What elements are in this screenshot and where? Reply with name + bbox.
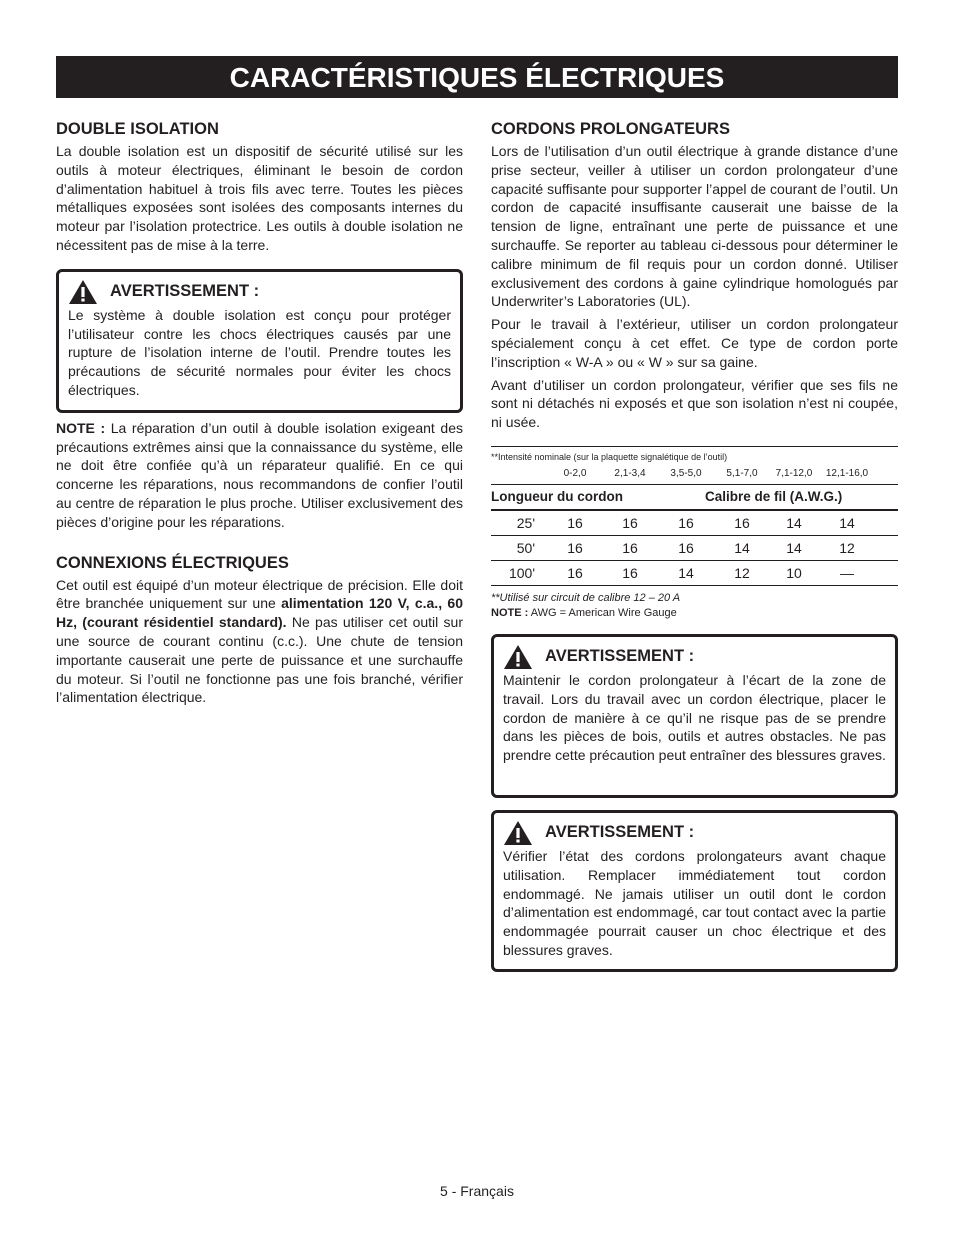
warning-header-3: [503, 821, 886, 845]
cell-length: 50': [516, 539, 535, 556]
cell-gauge: 14: [839, 514, 855, 531]
warning-body-2: Maintenir le cordon prolongateur à l’écart de la zone de travail. Lors du travail avec un cordon électrique, placer le cordon de manière à ce qu’il ne risque pas de se prendre dans les pièces de bois, outils et autres obstacles. Ne pas prendre cette précaution peut entraîner des blessures graves.: [503, 671, 886, 764]
table-header-row: [491, 485, 898, 511]
table-footnotes: [491, 591, 898, 621]
cell-gauge: —: [840, 564, 854, 581]
warning-box-2: [491, 634, 898, 798]
cordons-p1: Lors de l’utilisation d’un outil électrique à grande distance d’une prise secteur, veiller à utiliser un cordon prolongateur d’une capacité suffisante pour supporter l’appel de courant de l’outil. Un cordon de capacité insuffisante causerait une baisse de la tension de ligne, entraînant une perte de puissance et une surchauffe. Se reporter au tableau ci-dessous pour déterminer le calibre minimum de fil requis pour un cordon donné. Utiliser exclusivement des cordons à gaine cylindrique homologués par Underwriter’s Laboratories (UL).: [491, 143, 898, 310]
table-foot-note-label: NOTE :: [491, 606, 529, 619]
cell-gauge: 16: [622, 539, 638, 556]
connexions-heading: CONNEXIONS ÉLECTRIQUES: [56, 553, 289, 572]
amps-row: [491, 464, 898, 485]
cell-gauge: 12: [839, 539, 855, 556]
amp-cell: 7,1-12,0: [775, 468, 813, 480]
cell-gauge: 14: [786, 514, 802, 531]
warning-header-1: [68, 280, 451, 304]
warning-triangle-icon: [68, 279, 98, 305]
cell-length: 25': [516, 514, 535, 531]
cell-gauge: 16: [567, 539, 583, 556]
amp-cell: 3,5-5,0: [670, 468, 702, 480]
header-length: Longueur du cordon: [491, 489, 623, 505]
cell-gauge: 16: [622, 564, 638, 581]
cell-gauge: 16: [622, 514, 638, 531]
cell-gauge: 16: [567, 564, 583, 581]
cell-gauge: 14: [786, 539, 802, 556]
table-row: [491, 561, 898, 586]
cell-gauge: 16: [678, 539, 694, 556]
note-body: La réparation d’un outil à double isolation exigeant des précautions extrêmes ainsi que la connaissance du système, elle ne doit être confiée qu’à un réparateur qualifié. En ce qui concerne les réparations, nous recommandons de confier l’outil au centre de réparation le plus proche. Utiliser exclusivement des pièces d’origine pour les réparations.: [56, 419, 463, 530]
warning-label-3: AVERTISSEMENT :: [545, 823, 695, 842]
double-isolation-heading: DOUBLE ISOLATION: [56, 120, 219, 138]
table-foot-italic: **Utilisé sur circuit de calibre 12 – 20 A: [491, 591, 681, 604]
amp-cell: 0-2,0: [563, 468, 587, 480]
table-top-note: **Intensité nominale (sur la plaquette signalétique de l’outil): [491, 451, 728, 462]
warning-body-3: Vérifier l’état des cordons prolongateurs avant chaque utilisation. Remplacer immédiatement tout cordon endommagé. Ne jamais utiliser un outil dont le cordon d’alimentation est endommagé, car tout contact avec la partie endommagée pourrait causer un choc électrique et des blessures graves.: [503, 847, 886, 958]
connexions-body-part-2: Ne pas utiliser cet outil sur une source de courant continu (c.c.). Une chute de tension importante causerait une perte de puissance et une surchauffe du moteur. Si l’outil ne fonctionne pas une fois branché, vérifier l’alimentation électrique.: [56, 614, 463, 706]
warning-header-2: [503, 645, 886, 669]
cell-gauge: 16: [678, 514, 694, 531]
connexions-body-bold: alimentation 120 V, c.a., 60 Hz, (courant résidentiel standard).: [56, 595, 463, 631]
warning-box-1: [56, 269, 463, 413]
wire-gauge-table: [491, 446, 898, 621]
warning-label-2: AVERTISSEMENT :: [545, 647, 695, 666]
double-isolation-body: La double isolation est un dispositif de sécurité utilisé sur les outils à moteur électriques, éliminant le besoin de cordon d’alimentation habituel à trois fils avec terre. Toutes les pièces métalliques exposées sont isolées des composants internes du moteur par l’isolation protectrice. Les outils à double isolation ne nécessitent pas de mise à la terre.: [56, 143, 463, 253]
warning-box-3: [491, 810, 898, 972]
cell-gauge: 10: [786, 564, 802, 581]
table-row: [491, 511, 898, 536]
note-paragraph: [56, 419, 463, 532]
warning-triangle-icon: [503, 644, 533, 670]
cell-gauge: 12: [734, 564, 750, 581]
note-label: NOTE :: [56, 419, 106, 436]
warning-body-1: Le système à double isolation est conçu pour protéger l’utilisateur contre les chocs électriques causés par une rupture de l’isolation interne de l’outil. Prendre toutes les précautions de sécurité normales pour éviter les chocs électriques.: [68, 306, 451, 398]
warning-triangle-icon: [503, 820, 533, 846]
connexions-body-part-1: Cet outil est équipé d’un moteur électrique de précision. Elle doit être branchée uniquement sur une: [56, 576, 463, 612]
page-footer: 5 - Français: [440, 1183, 514, 1199]
header-gauge: Calibre de fil (A.W.G.): [705, 489, 843, 505]
connexions-body: [56, 576, 463, 708]
cell-gauge: 14: [734, 539, 750, 556]
table-body: [491, 511, 898, 586]
amp-cell: 12,1-16,0: [825, 468, 869, 480]
right-column: [491, 118, 898, 972]
cell-gauge: 16: [567, 514, 583, 531]
cell-length: 100': [508, 564, 535, 581]
cordons-p2: Pour le travail à l’extérieur, utiliser un cordon prolongateur spécialement conçu à cet effet. Ce type de cordon porte l’inscription « W-A » ou « W » sur sa gaine.: [491, 316, 898, 370]
cell-gauge: 16: [734, 514, 750, 531]
amp-cell: 5,1-7,0: [726, 468, 758, 480]
cordons-heading: CORDONS PROLONGATEURS: [491, 120, 730, 138]
table-foot-note-text: AWG = American Wire Gauge: [528, 606, 677, 619]
left-column: [56, 118, 463, 707]
page-title: CARACTÉRISTIQUES ÉLECTRIQUES: [56, 56, 898, 98]
warning-label-1: AVERTISSEMENT :: [110, 282, 260, 301]
cordons-p3: Avant d’utiliser un cordon prolongateur, vérifier que ses fils ne sont ni détachés ni exposés et que son isolation n’est ni coupée, ni usée.: [491, 376, 898, 431]
table-row: [491, 536, 898, 561]
amp-cell: 2,1-3,4: [614, 468, 646, 480]
cell-gauge: 14: [678, 564, 694, 581]
